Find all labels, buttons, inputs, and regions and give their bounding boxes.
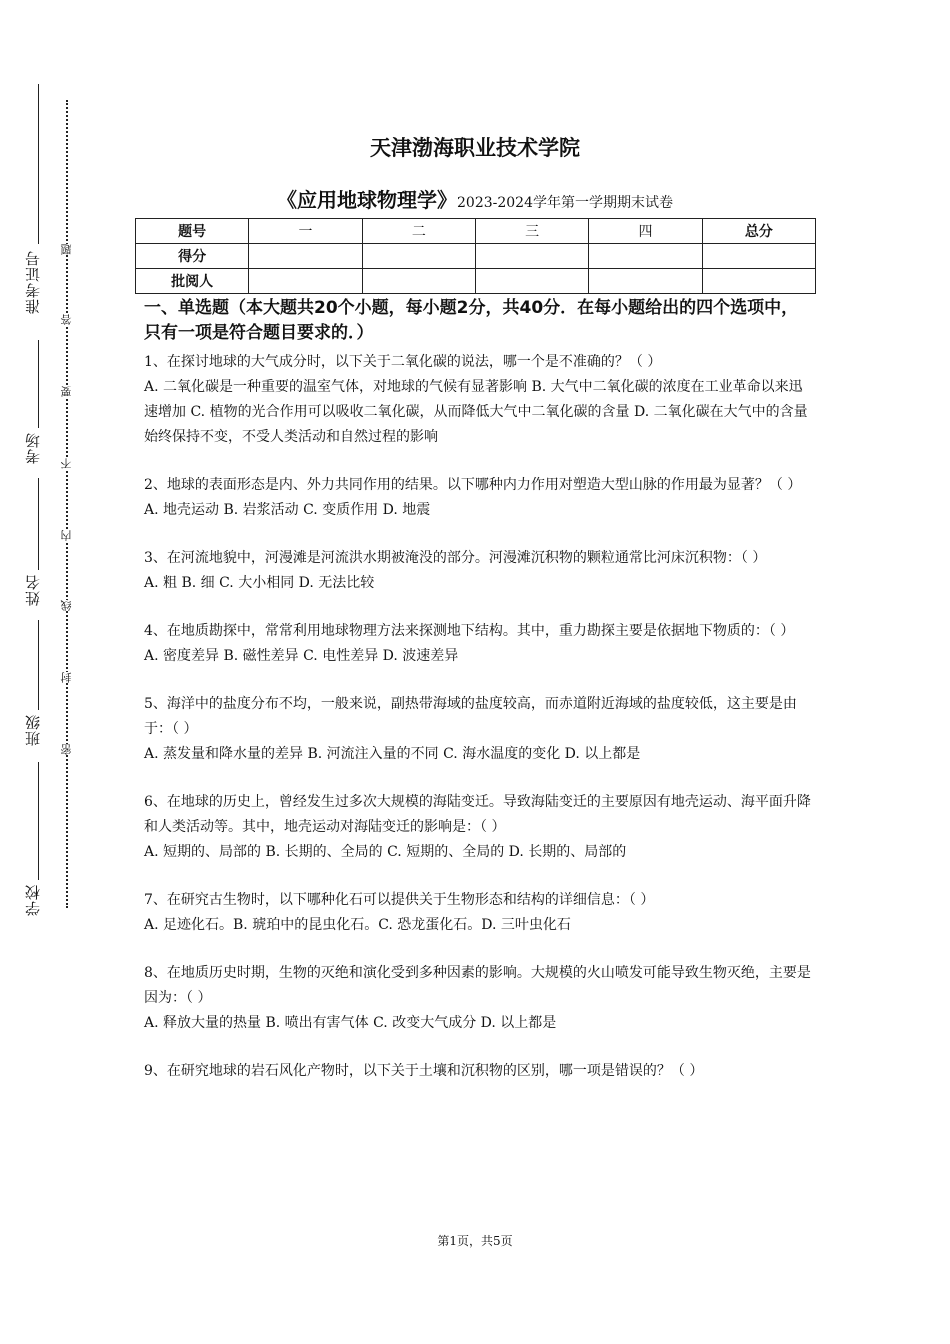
- exam-room-line: [38, 340, 39, 428]
- score-cell[interactable]: [362, 244, 475, 269]
- question-options: A. 释放大量的热量 B. 喷出有害气体 C. 改变大气成分 D. 以上都是: [144, 1015, 557, 1031]
- question-stem: 8、在地质历史时期，生物的灭绝和演化受到多种因素的影响。大规模的火山喷发可能导致生物灭绝，主要是因为：（ ）: [144, 965, 811, 1006]
- exam-room-label: 考场: [24, 432, 42, 464]
- exam-subtitle: [0, 184, 950, 213]
- seal-char: 题: [60, 244, 73, 255]
- seal-char: 答: [60, 314, 73, 325]
- exam-number-label: 准考证号: [24, 250, 42, 314]
- seal-char: 线: [60, 600, 73, 611]
- score-cell[interactable]: [249, 244, 362, 269]
- score-row: [136, 244, 816, 269]
- page-footer: 第1页，共5页: [437, 1234, 513, 1248]
- reviewer-cell[interactable]: [249, 269, 362, 294]
- score-cell[interactable]: [589, 244, 702, 269]
- question-item: [144, 692, 814, 767]
- seal-dotted-line: [66, 100, 68, 908]
- question-item: [144, 473, 814, 523]
- reviewer-cell[interactable]: [475, 269, 588, 294]
- question-item: [144, 790, 814, 865]
- score-header-cell: 一: [249, 219, 362, 244]
- seal-char: 要: [60, 386, 73, 397]
- section-title: 一、单选题（本大题共20个小题，每小题2分，共40分．在每小题给出的四个选项中，只有一项是符合题目要求的．）: [144, 298, 799, 343]
- seal-char: 不: [60, 458, 73, 469]
- score-header-cell: 二: [362, 219, 475, 244]
- seal-char: 封: [60, 672, 73, 683]
- score-table-header-row: [136, 219, 816, 244]
- question-options: A. 粗 B. 细 C. 大小相同 D. 无法比较: [144, 575, 375, 591]
- reviewer-cell[interactable]: [362, 269, 475, 294]
- score-table: [135, 218, 816, 294]
- score-header-cell: 三: [475, 219, 588, 244]
- question-stem: 2、地球的表面形态是内、外力共同作用的结果。以下哪种内力作用对塑造大型山脉的作用最为显著？（ ）: [144, 477, 802, 493]
- score-cell[interactable]: [475, 244, 588, 269]
- question-stem: 7、在研究古生物时，以下哪种化石可以提供关于生物形态和结构的详细信息：（ ）: [144, 892, 655, 908]
- question-options: A. 地壳运动 B. 岩浆活动 C. 变质作用 D. 地震: [144, 502, 431, 518]
- seal-char: 密: [60, 744, 73, 755]
- question-options: A. 密度差异 B. 磁性差异 C. 电性差异 D. 波速差异: [144, 648, 459, 664]
- question-stem: 4、在地质勘探中，常常利用地球物理方法来探测地下结构。其中，重力勘探主要是依据地下物质的：（ ）: [144, 623, 795, 639]
- exam-number-line: [38, 84, 39, 244]
- score-row-label: 得分: [136, 244, 249, 269]
- question-stem: 6、在地球的历史上，曾经发生过多次大规模的海陆变迁。导致海陆变迁的主要原因有地壳运动、海平面升降和人类活动等。其中，地壳运动对海陆变迁的影响是：（ ）: [144, 794, 811, 835]
- term-label: 2023-2024学年第一学期期末试卷: [457, 195, 673, 211]
- question-options: A. 短期的、局部的 B. 长期的、全局的 C. 短期的、全局的 D. 长期的、局部的: [144, 844, 627, 860]
- question-item: [144, 888, 814, 938]
- question-stem: 9、在研究地球的岩石风化产物时，以下关于土壤和沉积物的区别，哪一项是错误的？（ ）: [144, 1063, 704, 1079]
- question-stem: 5、海洋中的盐度分布不均，一般来说，副热带海域的盐度较高，而赤道附近海域的盐度较低，这主要是由于：（ ）: [144, 696, 797, 737]
- question-item: [144, 1059, 814, 1084]
- school-title: 天津渤海职业技术学院: [370, 136, 580, 160]
- question-options: A. 足迹化石。B. 琥珀中的昆虫化石。C. 恐龙蛋化石。D. 三叶虫化石: [144, 917, 571, 933]
- question-stem: 1、在探讨地球的大气成分时，以下关于二氧化碳的说法，哪一个是不准确的？（ ）: [144, 354, 662, 370]
- exam-content: [144, 296, 814, 1107]
- class-label: 班级: [24, 714, 42, 746]
- question-item: [144, 619, 814, 669]
- score-header-cell: 题号: [136, 219, 249, 244]
- school-line: [38, 762, 39, 880]
- course-title: 《应用地球物理学》: [277, 188, 457, 212]
- question-item: [144, 546, 814, 596]
- score-header-cell: 四: [589, 219, 702, 244]
- school-label: 学校: [24, 884, 42, 916]
- score-cell[interactable]: [702, 244, 815, 269]
- name-line: [38, 478, 39, 570]
- question-options: A. 蒸发量和降水量的差异 B. 河流注入量的不同 C. 海水温度的变化 D. 以上都是: [144, 746, 641, 762]
- question-stem: 3、在河流地貌中，河漫滩是河流洪水期被淹没的部分。河漫滩沉积物的颗粒通常比河床沉积物：（ ）: [144, 550, 767, 566]
- reviewer-cell[interactable]: [702, 269, 815, 294]
- class-line: [38, 620, 39, 710]
- reviewer-row: [136, 269, 816, 294]
- question-item: [144, 961, 814, 1036]
- seal-char: 内: [60, 530, 73, 541]
- question-item: [144, 350, 814, 450]
- reviewer-cell[interactable]: [589, 269, 702, 294]
- reviewer-row-label: 批阅人: [136, 269, 249, 294]
- name-label: 姓名: [24, 574, 42, 606]
- question-options: A. 二氧化碳是一种重要的温室气体，对地球的气候有显著影响 B. 大气中二氧化碳的浓度在工业革命以来迅速增加 C. 植物的光合作用可以吸收二氧化碳，从而降低大气中二氧化碳的含量 D. 二氧化碳在大气中的含量始终保持不变，不受人类活动和自然过程的影响: [144, 379, 808, 445]
- score-header-cell: 总分: [702, 219, 815, 244]
